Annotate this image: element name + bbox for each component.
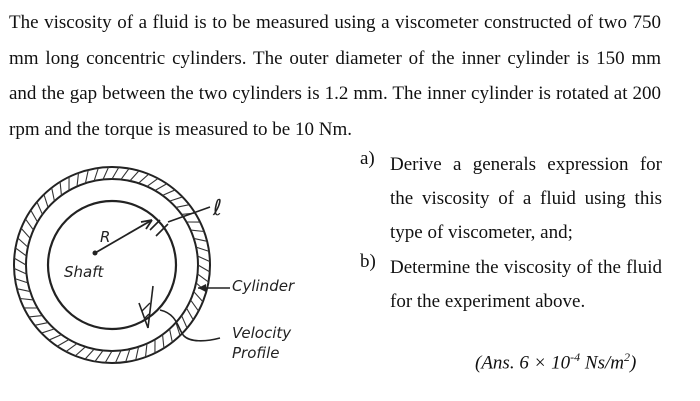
hatch-line (170, 329, 173, 342)
hatch-line (198, 256, 210, 262)
hatch-line (44, 194, 48, 207)
hatch-line (163, 190, 175, 195)
hatch-line (60, 182, 61, 196)
outer-cylinder-inner-wall (26, 179, 198, 351)
answer-suffix: ) (629, 352, 637, 374)
radius-label: R (100, 228, 111, 246)
answer-unit-exponent: 2 (623, 350, 630, 364)
hatch-line (95, 351, 103, 362)
hatch-line (105, 351, 112, 363)
cylinder-hatching (14, 167, 210, 363)
hatch-line (198, 265, 210, 272)
answer (475, 350, 636, 374)
hatch-line (121, 168, 129, 179)
hatch-line (14, 268, 26, 274)
hatch-line (176, 205, 189, 208)
hatch-line (85, 170, 88, 183)
answer-unit: Ns/m (580, 352, 624, 374)
hatch-line (77, 173, 78, 187)
answer-prefix: (Ans. 6 × 10 (475, 352, 571, 374)
part-b-text: Determine the viscosity of the fluid for the experiment above. (390, 257, 662, 312)
hatch-line (66, 344, 77, 352)
outer-cylinder-outer-wall (14, 167, 210, 363)
hatch-line (182, 316, 187, 328)
hatch-line (112, 167, 119, 179)
gap-label: ℓ (213, 196, 223, 221)
hatch-line (191, 300, 199, 311)
hatch-line (194, 238, 207, 241)
hatch-line (126, 349, 130, 362)
hatch-line (35, 323, 48, 326)
hatch-line (163, 335, 164, 349)
hatch-line (191, 230, 205, 231)
cylinder-label: Cylinder (232, 277, 295, 295)
hatch-line (20, 299, 34, 300)
hatch-line (15, 279, 28, 283)
answer-exponent: -4 (570, 350, 581, 364)
hatch-line (155, 184, 167, 191)
hatch-line (198, 274, 209, 282)
velocity-profile-edge-2 (148, 286, 153, 328)
hatch-line (37, 202, 42, 214)
hatch-line (194, 292, 203, 302)
gap-leader-line (168, 207, 210, 222)
hatch-line (136, 347, 139, 360)
part-b-marker: b) (360, 251, 376, 272)
shaft-label: Shaft (64, 263, 104, 281)
problem-statement: The viscosity of a fluid is to be measured using a viscometer constructed of two 750 mm long concentric cylinders. The outer diameter of the inner cylinder is 150 mm and the gap between the two cylinders is 1.2 mm. The inner cylinder is rotated at 200 rpm and the torque is measured to be 10 Nm. (9, 12, 661, 140)
hatch-line (49, 335, 61, 340)
hatch-line (31, 210, 38, 222)
hatch-line (147, 178, 158, 186)
hatch-line (15, 248, 26, 256)
hatch-line (21, 228, 30, 238)
hatch-line (25, 219, 33, 230)
velocity-profile-label-line1: Velocity (232, 324, 292, 342)
hatch-line (75, 347, 85, 356)
hatch-line (41, 329, 54, 333)
hatch-line (57, 339, 69, 346)
hatch-line (186, 308, 193, 320)
part-a-text: Derive a generals expression for the viscosity of a fluid using this type of viscometer, and; (390, 154, 662, 243)
hatch-line (14, 258, 26, 265)
hatch-line (85, 349, 94, 359)
hatch-line (94, 168, 98, 181)
hatch-line (146, 344, 147, 358)
viscometer-figure (0, 158, 345, 401)
hatch-line (139, 174, 149, 183)
hatch-line (52, 188, 55, 201)
hatch-line (103, 167, 109, 179)
hatch-line (170, 197, 183, 201)
hatch-line (17, 289, 30, 292)
hatch-line (196, 247, 209, 251)
velocity-profile-label-line2: Profile (232, 344, 280, 362)
part-a-marker: a) (360, 148, 375, 169)
hatch-line (18, 238, 28, 247)
hatch-line (115, 351, 121, 363)
hatch-line (29, 316, 43, 317)
velocity-profile-arrow (142, 303, 150, 311)
hatch-line (130, 171, 139, 181)
